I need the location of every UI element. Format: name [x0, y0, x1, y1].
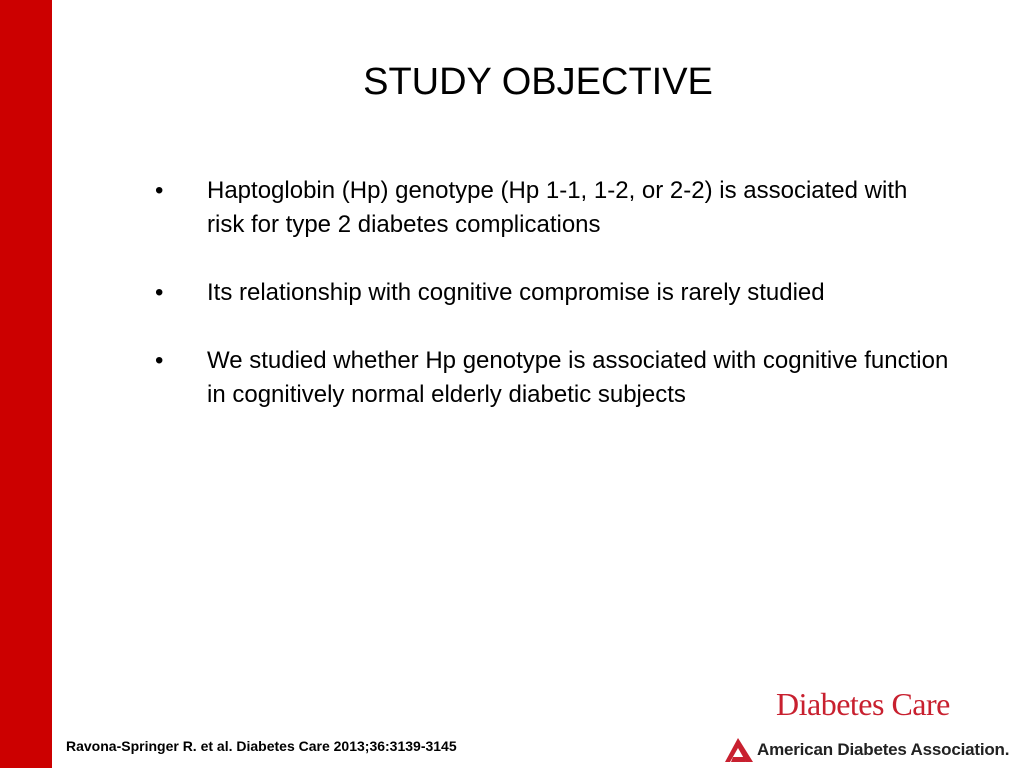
- bullet-item: [150, 276, 950, 310]
- ada-logo: [725, 735, 1009, 765]
- bullet-text: Its relationship with cognitive compromise is rarely studied: [207, 279, 825, 306]
- ada-logo-text: American Diabetes Association.: [757, 740, 1010, 759]
- bullet-item: [150, 174, 950, 242]
- journal-logo: Diabetes Care: [776, 686, 950, 722]
- bullet-text: Haptoglobin (Hp) genotype (Hp 1-1, 1-2, or 2-2) is associated with risk for type 2 diabetes complications: [207, 177, 908, 238]
- bullet-marker: •: [155, 347, 164, 374]
- slide-title: STUDY OBJECTIVE: [363, 61, 713, 103]
- bullet-item: [150, 344, 950, 412]
- bullet-list: [150, 174, 950, 446]
- left-accent-bar: [0, 0, 52, 768]
- bullet-marker: •: [155, 279, 164, 306]
- bullet-marker: •: [155, 177, 164, 204]
- bullet-text: We studied whether Hp genotype is associated with cognitive function in cognitively normal elderly diabetic subjects: [207, 347, 949, 408]
- citation: Ravona-Springer R. et al. Diabetes Care 2013;36:3139-3145: [66, 738, 457, 754]
- ada-triangle-icon: [725, 737, 755, 763]
